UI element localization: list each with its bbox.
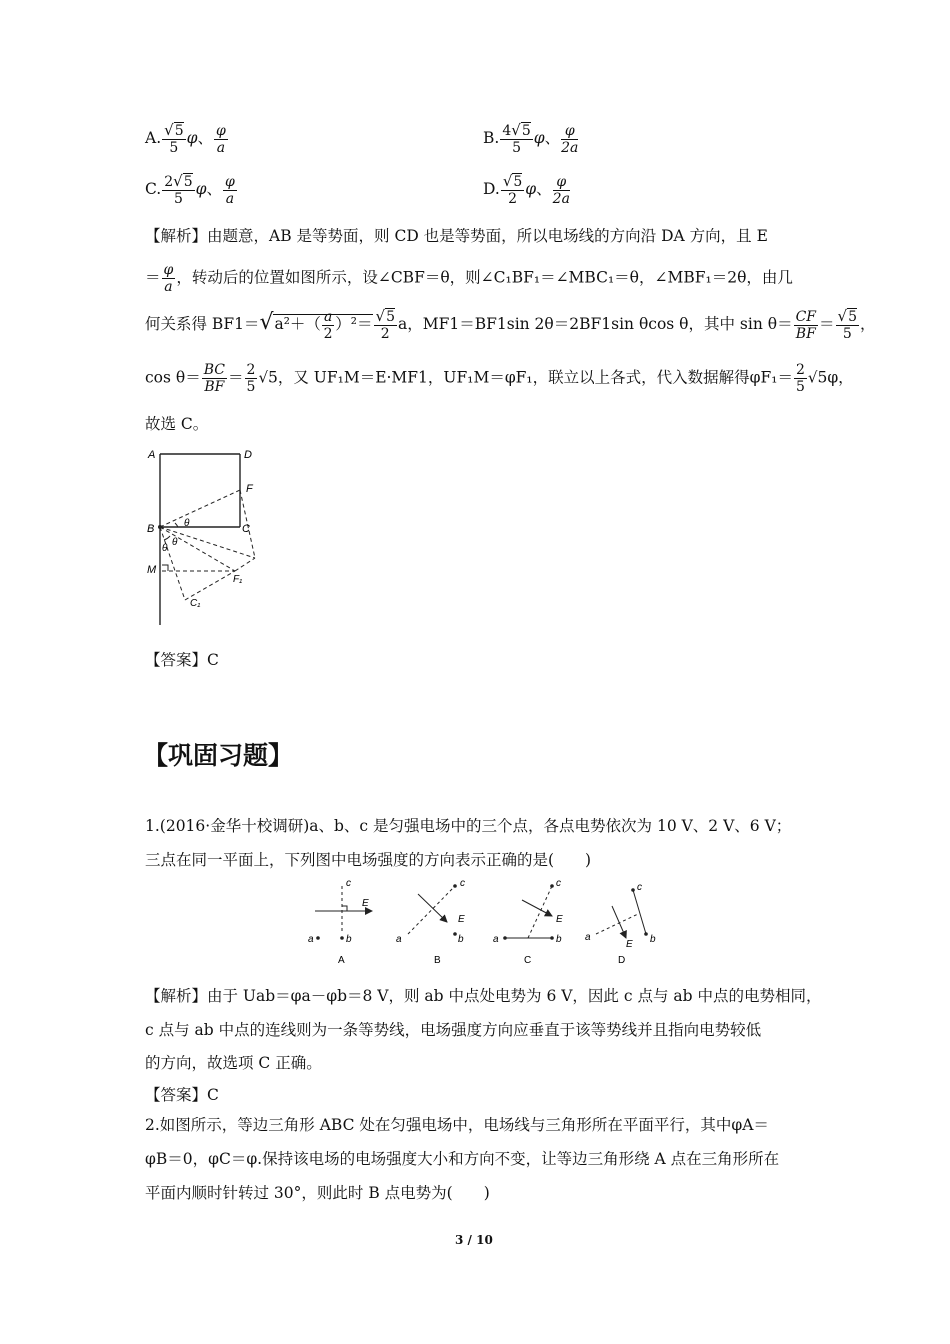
analysis-2-line-2: c 点与 ab 中点的连线则为一条等势线，电场强度方向应垂直于该等势线并且指向电势较低	[145, 1021, 762, 1039]
svg-text:E: E	[458, 914, 465, 925]
svg-text:c: c	[346, 878, 351, 889]
option-c: C. $\frac{2√5}{5}$ φ、 $\frac{\varphi}{a}$	[145, 172, 235, 208]
svg-text:b: b	[458, 934, 464, 945]
analysis-1-line-4: cos θ＝ $\frac{BC}{BF}=$ $\frac{2}{5}$ √5，又 UF₁M＝E·MF1，UF₁M＝φF₁，联立以上各式，代入数据解得φF₁＝ $\frac{2}{5}$ √5φ，	[145, 362, 854, 396]
page-number: 3 / 10	[455, 1233, 493, 1247]
svg-text:E: E	[626, 939, 633, 950]
question-2-line-3: 平面内顺时针转过 30°，则此时 B 点电势为( )	[145, 1184, 490, 1202]
svg-text:C: C	[524, 955, 532, 966]
svg-text:A: A	[338, 955, 345, 966]
label-C: C	[242, 523, 250, 535]
label-A: A	[148, 449, 156, 461]
svg-text:b: b	[650, 934, 656, 945]
label-F: F	[246, 483, 253, 495]
svg-text:E: E	[556, 914, 563, 925]
question-1-line-2: 三点在同一平面上，下列图中电场强度的方向表示正确的是( )	[145, 851, 592, 869]
analysis-2-line-3: 的方向，故选项 C 正确。	[145, 1054, 322, 1072]
svg-text:a: a	[308, 934, 314, 945]
section-title: 【巩固习题】	[143, 741, 294, 770]
rotation-diagram	[140, 440, 280, 630]
label-C1: C₁	[190, 598, 201, 609]
label-B: B	[147, 523, 155, 535]
analysis-1-line-5: 故选 C。	[145, 415, 209, 433]
option-a: A. $\frac{√5}{5}$ φ、 $\frac{\varphi}{a}$	[145, 121, 226, 157]
field-direction-options	[300, 872, 670, 972]
analysis-1-line-1: 【解析】由题意，AB 是等势面，则 CD 也是等势面，所以电场线的方向沿 DA 方向，且 E	[145, 227, 768, 245]
svg-text:c: c	[460, 878, 465, 889]
answer-1: 【答案】C	[145, 651, 219, 669]
option-d-diagram	[585, 882, 656, 966]
svg-text:B: B	[434, 955, 441, 966]
label-theta-3: θ	[172, 537, 178, 548]
svg-text:D: D	[618, 955, 626, 966]
svg-text:a: a	[585, 932, 591, 943]
option-c-diagram	[493, 878, 563, 966]
label-F1: F₁	[233, 574, 243, 585]
svg-text:b: b	[346, 934, 352, 945]
option-d: D. $\frac{√5}{2}$ φ、 $\frac{\varphi}{2a}$	[483, 172, 570, 208]
svg-text:a: a	[493, 934, 499, 945]
analysis-2-line-1: 【解析】由于 Uab＝φa－φb＝8 V，则 ab 中点处电势为 6 V，因此 c 点与 ab 中点的电势相同，	[145, 987, 822, 1005]
svg-text:b: b	[556, 934, 562, 945]
label-theta-2: θ	[162, 543, 168, 554]
question-2-line-2: φB＝0，φC＝φ.保持该电场的电场强度大小和方向不变，让等边三角形绕 A 点在三角形所在	[145, 1150, 780, 1168]
label-M: M	[147, 564, 157, 576]
option-b-diagram	[396, 878, 465, 966]
svg-text:c: c	[556, 878, 561, 889]
svg-text:E: E	[362, 898, 369, 909]
label-theta-1: θ	[184, 518, 190, 529]
label-D: D	[244, 449, 252, 461]
analysis-1-line-3: 何关系得 BF1＝√a²＋（ $\frac{a}{2}$ ）²＝ $\frac{√5}{2}$ a，MF1＝BF1sin 2θ＝2BF1sin θcos θ，其中 sin θ＝ $\frac{CF}{BF}=$ $\frac{√5}{5}$ ，	[145, 307, 876, 343]
option-b: B. $\frac{4√5}{5}$ φ、 $\frac{\varphi}{2a}$	[483, 121, 579, 157]
svg-text:c: c	[637, 882, 642, 893]
option-a-diagram	[308, 878, 372, 966]
analysis-1-line-2: ＝ $\frac{\varphi}{a}$，转动后的位置如图所示，设∠CBF＝θ，则∠C₁BF₁＝∠MBC₁＝θ，∠MBF₁＝2θ，由几	[145, 262, 793, 296]
answer-2: 【答案】C	[145, 1086, 219, 1104]
question-1-line-1: 1.(2016·金华十校调研)a、b、c 是匀强电场中的三个点，各点电势依次为 10 V、2 V、6 V；	[145, 817, 792, 835]
svg-text:a: a	[396, 934, 402, 945]
question-2-line-1: 2.如图所示，等边三角形 ABC 处在匀强电场中，电场线与三角形所在平面平行，其中φA＝	[145, 1116, 769, 1134]
